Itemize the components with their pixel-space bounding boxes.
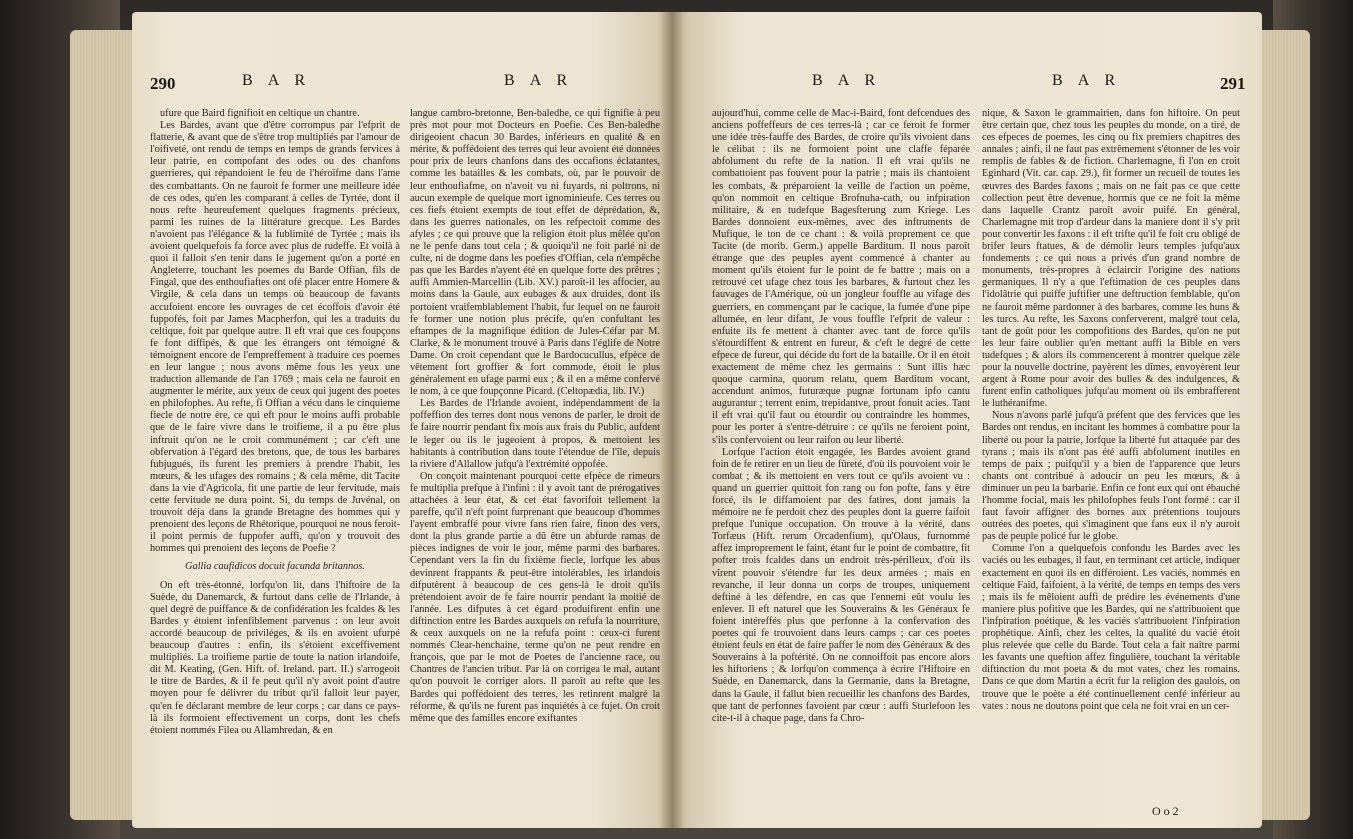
running-head-left-2: B A R [504, 72, 574, 89]
right-column-2 [982, 108, 1240, 713]
paragraph: Comme l'on a quelquefois confondu les Bardes avec les vaciés ou les eubages, il faut, en terminant cet article, indiquer exactement en quoi ils en différoient. Les vaciés, nommés en celtique Faid, faifoient, à la vérité, de temps en temps des vers ; mais ils fe mêloient auffi de prédire les événements d'une maniere plus pofitive que les Bardes, qui ne s'attribuoient que l'infpiration poétique, & les vaciés s'attribuoient l'infpiration prophétique. Ainfi, chez les celtes, la qualité du vacié étoit plus relevée que celle du Barde. Tout cela a fait naître parmi les favants une queftion affez fingulière, touchant la véritable diftinction du mot poeta & du mot vates, chez les romains. Dans ce que dom Martin a écrit fur la religion des gaulois, on trouve que le poète a été continuellement cenfé inférieur au vates : nous ne doutons point que cela ne foit vrai en un cer- [982, 543, 1240, 712]
verse-quote: Gallia caufidicos docuit facunda britannos. [185, 561, 365, 573]
running-head-right-1: B A R [812, 72, 882, 89]
paragraph: Les Bardes de l'Irlande avoient, indépendamment de la poffeffion des terres dont nous venons de parler, le droit de fe faire nourrir pendant fix mois aux frais du Public, aufdent le leger ou ils le jugeoient à propos, & mettoient les habitants à contribution dans toute l'étendue de l'île, depuis la riviere d'Allallow jufqu'à l'extrémité oppofée. [410, 398, 660, 470]
paragraph: On eft très-étonné, lorfqu'on lit, dans l'hiftoire de la Suède, du Danemarck, & furtout dans celle de l'Irlande, à quel degré de puiffance & de confidération les fcaldes & les Bardes y étoient infenfiblement parvenus : on leur avoit accordé beaucoup de priviléges, & ils en avoient ufurpé beaucoup d'autres : enfin, ils s'étoient exceffivement multipliés. La troifieme partie de toute la nation irlandoife, dit M. Keating, (Gen. Hift. of. Ireland. part. II.) s'arrogeoit le titre de Bardes, & il fe peut qu'il n'y avoit point d'autre moyen pour fe délivrer du tribut qu'il falloit leur payer, qu'en fe déclarant membre de leur corps ; car dans ce pays-là ils formoient effectivement un corps, dont les chefs étoient nommés Filea ou Allamhredan, & en [150, 579, 400, 736]
book-gutter [660, 12, 684, 828]
left-page-edges [70, 30, 140, 820]
running-head-right-2: B A R [1052, 72, 1122, 89]
paragraph: langue cambro-bretonne, Ben-baledhe, ce qui fignifie à peu près mot pour mot Docteurs en Poefie. Ces Ben-baledhe dirigeoient chacun 30 Bardes, inférieurs en qualité & en mérite, & poffédoient des terres qui leur avoient été données pour prix de leurs chanfons dans des occafions éclatantes, comme les batailles & les combats, où, par le pouvoir de leur enthoufiafme, on n'avoit vu ni fuyards, ni poltrons, ni aucun exemple de quelque mort ignominieufe. Ces terres ou ces fiefs étoient exempts de tout effet de déprédation, &, dans les guerres nationales, on les refpectoit comme des afyles ; ce qui prouve que la religion étoit plus mêlée qu'on ne le penfe dans tout cela ; & quoiqu'il ne foit parlé ni de culte, ni de dogme dans les poefies d'Offian, cela n'empêche pas que les Bardes n'ayent été en quelque forte des prêtres ; auffi Ammien-Marcellin (Lib. XV.) paroît-il les affocier, au moins dans la Gaule, aux eubages & aux druides, dont ils portoient vraifemblablement l'habit, fur lequel on ne fauroit fe former une notion plus précife, qu'en confultant les eftampes de la magnifique édition de Jules-Céfar par M. Clarke, & le monument trouvé à Paris dans l'églife de Notre Dame. On croit cependant que le Bardocucullus, efpèce de vêtement fort groffier & fort commode, étoit le plus généralement en ufage parmi eux ; & il en a même confervé le nom, à ce que foupçonne Picard. (Celtopædia, lib. IV.) [410, 108, 660, 398]
paragraph: Lorfque l'action étoit engagée, les Bardes avoient grand foin de fe retirer en un lieu de fûreté, d'où ils pouvoient voir le combat ; & ils mettoient en vers tout ce qu'ils avoient vu : quand un guerrier quittoit fon rang ou fon pofte, fans y être forcé, ils le diffamoient par des fatires, dont jamais la mémoire ne fe perdoit chez des peuples dont la guerre faifoit prefque l'unique occupation. On trouve à la vérité, dans Torfæus (Hift. rerum Orcadenfium), qu'Olaus, furnommé affez improprement le faint, étant fur le point de combattre, fit pofter trois fcaldes dans un endroit très-périlleux, d'où ils vîrent pouvoir s'étendre fur les deux armées ; mais en revanche, il leur donna un corps de troupes, uniquement deftiné à les défendre, en cas que l'ennemi eût voulu les enlever. Il eft naturel que les Souverains & les Généraux fe foient intéreffés plus que perfonne à la confervation des poetes qui fe trouvoient dans leurs camps ; car ces poetes étoient feuls en état de faire paffer le nom des Généraux & des Souverains à la poftérité. On ne connoiffoit pas encore alors les hiftoriens ; & lorfqu'on commença à écrire l'Hiftoire en Suède, en Danemarck, dans la Germanie, dans la Bretagne, dans la Gaule, il fallut bien recueillir les chanfons des Bardes, que tant de perfonnes favoient par cœur : auffi Sturlefoon les cite-t-il à chaque page, dans fa Chro- [712, 446, 970, 724]
page-number-right: 291 [1220, 74, 1246, 93]
running-head-left-1: B A R [242, 72, 312, 89]
page-number-left: 290 [150, 74, 176, 93]
left-column-1 [150, 108, 400, 737]
left-column-2 [410, 108, 660, 725]
paragraph: Nous n'avons parlé jufqu'à préfent que des fervices que les Bardes ont rendus, en incitant les hommes à combattre pour la liberté ou pour la patrie, lorfque la liberté fut attaquée par des tyrans ; mais ils n'ont pas été auffi abfolument inutiles en temps de paix ; puifqu'il y a bien de l'apparence que leurs chants ont contribué à adoucir un peu les mœurs, & à diminuer un peu la barbarie. Enfin ce font eux qui ont ébauché l'homme focial, mais les philofophes feuls l'ont formé : car il faut favoir affigner des bornes aux prétentions toujours outrées des poetes, qui s'imaginent que fans eux il n'y auroit pas de peuple policé fur le globe. [982, 410, 1240, 543]
right-column-1 [712, 108, 970, 725]
paragraph: ufure que Baird fignifioit en celtique un chantre. [160, 108, 360, 119]
catchword: O o 2 [1152, 804, 1179, 818]
paragraph: Les Bardes, avant que d'être corrompus par l'efprit de flatterie, & avant que de s'être trop multipliés par l'amour de l'oifiveté, ont rendu de temps en temps de grands fervices à leur patrie, en compofant des odes ou des chanfons guerrieres, qui répandoient le feu de l'héroïfme dans l'ame des combattants. On ne fauroit fe former une meilleure idée de ces odes, qu'en les comparant à celles de Tyrtée, dont il nous refte heureufement quelques fragments précieux, parmi les ruines de la littérature grecque. Les Bardes n'avoient pas l'élégance & la fublimité de Tyrtée ; mais ils avoient quelquefois fa force avec plus de rudeffe. Et voilà à quoi il falloit s'en tenir dans le jugement qu'on a porté en Angleterre, touchant les poemes du Barde Offian, fils de Fingal, que des enthoufiaftes ont ofé placer entre Homere & Virgile, & cela dans un temps où beaucoup de favants accufoient encore les ouvrages de cet écoffois d'avoir été fuppofés, foit par James Macpherfon, qui les a traduits du celtique, foit par quelque autre. Il eft vrai que ces foupçons fe font diffipés, & que les étrangers ont témoigné & témoignent encore de l'empreffement à traduire ces poemes en leur langue ; nous avons même fous les yeux une traduction allemande de l'an 1769 ; mais cela ne fauroit en augmenter le mérite, aux yeux de ceux qui jugent des poetes en philofophes. Au refte, fi Offian a vécu dans le cinquieme fiecle de notre ère, ce qui eft pour le moins auffi probable que de le faire vivre dans le troifieme, il a pu être plus inftruit qu'on ne le croit communément ; car c'eft une obfervation à l'égard des bretons, que, de tous les barbares fubjugués, ils furent les premiers à prendre l'habit, les mœurs, & les ufages des romains ; & cela même, dit Tacite dans la vie d'Agricola, fit une partie de leur fervitude, mais cette fervitude ne dura point. Si, du temps de Juvénal, on trouvoit déja dans la grande Bretagne des hommes qui y prenoient des leçons de Rhétorique, pourquoi ne nous feroit-il point permis de fuppofer auffi, qu'on y trouvoit des hommes qui prenoient des leçons de Poefie ? [150, 120, 400, 555]
right-page [672, 12, 1262, 828]
left-page [132, 12, 672, 828]
paragraph: aujourd'hui, comme celle de Mac-i-Baird, font defcendues des anciens poffeffeurs de ces terres-là ; car ce feroit fe former une idée très-fauffe des Bardes, de croire qu'ils vivoient dans le célibat : ils ne formoient point une claffe féparée abfolument du refte de la nation. Il eft vrai qu'ils ne combattoient pas fouvent pour la patrie ; mais ils chantoient les combats, & préparoient la veille de l'action un poème, qu'on nommoit en celtique Brofnuha-cath, ou infpiration militaire, & en tudefque Bagesfterung zum Kriege. Les Bardes donnoient eux-mêmes, avec des inftruments de Mufique, le ton de ce chant : & voilà proprement ce que Tacite (de morib. Germ.) appelle Barditum. Il nous paroît étrange que des peuples ayent commencé à chanter au moment qu'ils étoient fur le point de fe battre ; mais on a retrouvé cet ufage chez tous les barbares, & furtout chez les fauvages de l'Amérique, où un jongleur fouffle au vifage des guerriers, en commençant par le cacique, la fumée d'une pipe allumée, en leur difant, Je vous fouffle l'efprit de valeur : enfuite ils fe mettent à chanter avec tant de force qu'ils s'étourdiffent & entrent en fureur, & c'eft le degré de cette efpece de fureur, qui décide du fort de la bataille. Or il en étoit exactement de même chez les germains : Sunt illis hæc quoque carmina, quorum relatu, quem Barditum vocant, accendunt animos, futuræque pugnæ fortunam ipfo cantu augurantur ; terrent enim, trepidantve, prout fonuit acies. Tant il eft vrai qu'il faut ou étourdir ou contraindre les hommes, pour les porter à s'entre-détruire : ce qu'ils ne feroient point, s'ils confervoient ou leur raifon ou leur liberté. [712, 108, 970, 446]
paragraph: On conçoit maintenant pourquoi cette efpèce de rimeurs fe multiplia prefque à l'infini : il y avoit tant de prérogatives attachées à leur état, & cet état favorifoit tellement la pareffe, qu'il n'eft point furprenant que beaucoup d'hommes l'ayent embraffé pour vivre fans rien faire, finon des vers, dont la plus grande partie a dû être un abfurde ramas de pièces indignes de voir le jour, même parmi des barbares. Cependant vers la fin du fixième fiecle, lorfque les abus devinrent frappants & peut-être intolérables, les irlandois difputèrent à beaucoup de ces gens-là le droit qu'ils prétendoient avoir de fe faire nourrir pendant la moitié de l'année. Les difputes à cet égard produifirent enfin une diftinction entre les Bardes auxquels on refufa la nourriture, & ceux auxquels on ne la refufa point : ceux-ci furent nommés Clear-henchaine, terme qu'on ne peut rendre en françois, que par le mot de Poetes de l'ancienne race, ou Chantres de l'ancien tribut. Par là on corrigea le mal, autant qu'on pouvoit le corriger alors. Il paroît au refte que les Bardes qui poffédoient des terres, les retinrent malgré la réforme, & qu'ils ne furent pas inquiétés à ce fujet. On croit même que des familles encore exiftantes [410, 470, 660, 724]
paragraph: nique, & Saxon le grammairien, dans fon hiftoire. On peut être certain que, chez tous les peuples du monde, on a tiré, de ces efpeces de poemes, les cinq ou fix premiers chapitres des annales ; ainfi, il ne faut pas extrêmement s'étonner de les voir remplis de fables & de fiction. Charlemagne, fi l'on en croit Eginhard (Vit. car. cap. 29.), fit former un recueil de toutes les œuvres des Bardes faxons ; mais on ne fait pas ce que cette collection peut être devenue, hormis que ce ne foit la même dans laquelle Crantz paroît avoir puifé. En général, Charlemagne mit trop d'ardeur dans la maniere dont il s'y prit pour convertir les faxons : il eft trifte qu'il fe foit cru obligé de brifer leurs ftatues, & de démolir leurs temples jufqu'aux fondements ; ce qui nous a privés d'un grand nombre de monuments, très-propres à éclaircir l'origine des nations germaniques. Il n'y a que l'eftimation de ces peuples dans l'idolâtrie qui puiffe juftifier une deftruction femblable, qu'on ne fauroit même pardonner à des barbares, comme les huns & les turcs. Au refte, les Saxons conferverent, malgré tout cela, tant de goût pour les compofitions des Bardes, qu'on ne put les leur faire oublier qu'en mettant auffi la Bible en vers tudefques ; & alors ils commencerent à montrer quelque zèle pour la nouvelle doctrine, payèrent les dîmes, envoyèrent leur argent à Rome pour avoir des bulles & des indulgences, & furent enfin catholiques jufqu'au moment où ils embrafferent le luthéranifme. [982, 108, 1240, 410]
